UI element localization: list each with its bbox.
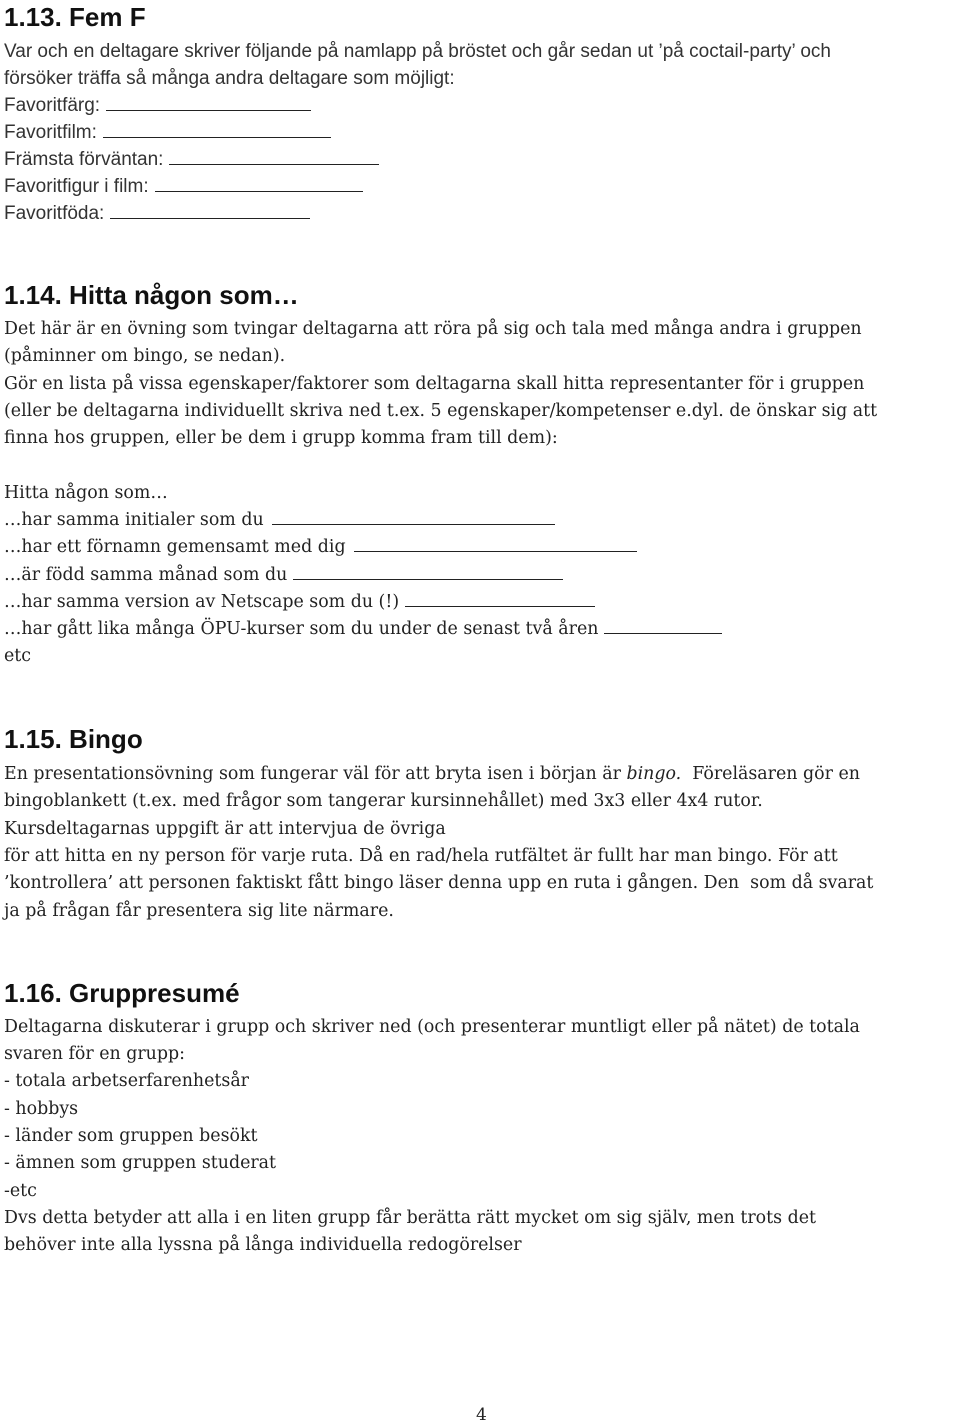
heading-1-15: 1.15. Bingo [4, 724, 143, 754]
text-line [4, 761, 860, 788]
text-line: Kursdeltagarnas uppgift är att intervjua de övriga [4, 819, 446, 839]
text-line: behöver inte alla lyssna på långa individuella redogörelser [4, 1235, 522, 1255]
text-line: - länder som gruppen besökt [4, 1126, 258, 1146]
blank-line [106, 93, 311, 111]
page-number: 4 [476, 1405, 487, 1425]
field-label: Främsta förväntan: [4, 149, 164, 170]
list-item [4, 534, 637, 561]
text-line: Gör en lista på vissa egenskaper/faktorer som deltagarna skall hitta representanter för i gruppen [4, 374, 865, 394]
text-line: Var och en deltagare skriver följande på namlapp på bröstet och går sedan ut ’på coctail-party’ och [4, 41, 831, 62]
field-label: Favoritfärg: [4, 95, 101, 116]
text-line: ’kontrollera’ att personen faktiskt fått bingo läser denna upp en ruta i gången. Den som då svarat [4, 873, 874, 893]
text-segment: En presentationsövning som fungerar väl för att bryta isen i början är [4, 764, 627, 784]
blank-line [103, 120, 331, 138]
form-field-row [4, 119, 331, 146]
heading-1-16: 1.16. Gruppresumé [4, 978, 240, 1008]
field-label: Favoritfigur i film: [4, 176, 149, 197]
field-label: Favoritföda: [4, 203, 105, 224]
text-line: - ämnen som gruppen studerat [4, 1153, 277, 1173]
text-line: etc [4, 646, 32, 666]
blank-line [354, 534, 637, 552]
text-line: (påminner om bingo, se nedan). [4, 346, 286, 366]
blank-line [604, 616, 722, 634]
form-field-row [4, 146, 379, 173]
text-line: Deltagarna diskuterar i grupp och skriver ned (och presenterar muntligt eller på nätet) de totala [4, 1017, 860, 1037]
text-line: för att hitta en ny person för varje ruta. Då en rad/hela rutfältet är fullt har man bingo. För att [4, 846, 838, 866]
blank-line [405, 589, 595, 607]
blank-line [169, 147, 379, 165]
blank-line [110, 201, 310, 219]
text-segment: Föreläsaren gör en [681, 764, 860, 784]
item-text: …har samma version av Netscape som du (!) [4, 592, 400, 612]
text-line: Det här är en övning som tvingar deltagarna att röra på sig och tala med många andra i gruppen [4, 319, 862, 339]
heading-1-14: 1.14. Hitta någon som… [4, 280, 299, 310]
blank-line [155, 174, 363, 192]
emphasis-text: bingo. [626, 764, 682, 784]
list-item [4, 507, 555, 534]
text-line: Dvs detta betyder att alla i en liten grupp får berätta rätt mycket om sig själv, men trots det [4, 1208, 817, 1228]
text-line: - hobbys [4, 1099, 79, 1119]
item-text: …har samma initialer som du [4, 510, 264, 530]
text-line: ja på frågan får presentera sig lite närmare. [4, 901, 394, 921]
form-field-row [4, 200, 310, 227]
list-item [4, 589, 595, 616]
text-line: försöker träffa så många andra deltagare som möjligt: [4, 68, 455, 89]
text-line: finna hos gruppen, eller be dem i grupp komma fram till dem): [4, 428, 558, 448]
text-line: (eller be deltagarna individuellt skriva ned t.ex. 5 egenskaper/kompetenser e.dyl. de önskar sig att [4, 401, 878, 421]
text-line: - totala arbetserfarenhetsår [4, 1071, 249, 1091]
list-item [4, 616, 722, 643]
field-label: Favoritfilm: [4, 122, 97, 143]
heading-1-13: 1.13. Fem F [4, 2, 146, 32]
list-item [4, 562, 563, 589]
text-line: bingoblankett (t.ex. med frågor som tangerar kursinnehållet) med 3x3 eller 4x4 rutor. [4, 791, 763, 811]
blank-line [293, 562, 563, 580]
text-line: -etc [4, 1181, 37, 1201]
item-text: …har gått lika många ÖPU-kurser som du under de senast två åren [4, 619, 599, 639]
item-text: …har ett förnamn gemensamt med dig [4, 537, 346, 557]
text-line: svaren för en grupp: [4, 1044, 185, 1064]
blank-line [272, 507, 555, 525]
form-field-row [4, 173, 363, 200]
form-field-row [4, 92, 311, 119]
item-text: …är född samma månad som du [4, 565, 288, 585]
list-title: Hitta någon som… [4, 483, 168, 503]
